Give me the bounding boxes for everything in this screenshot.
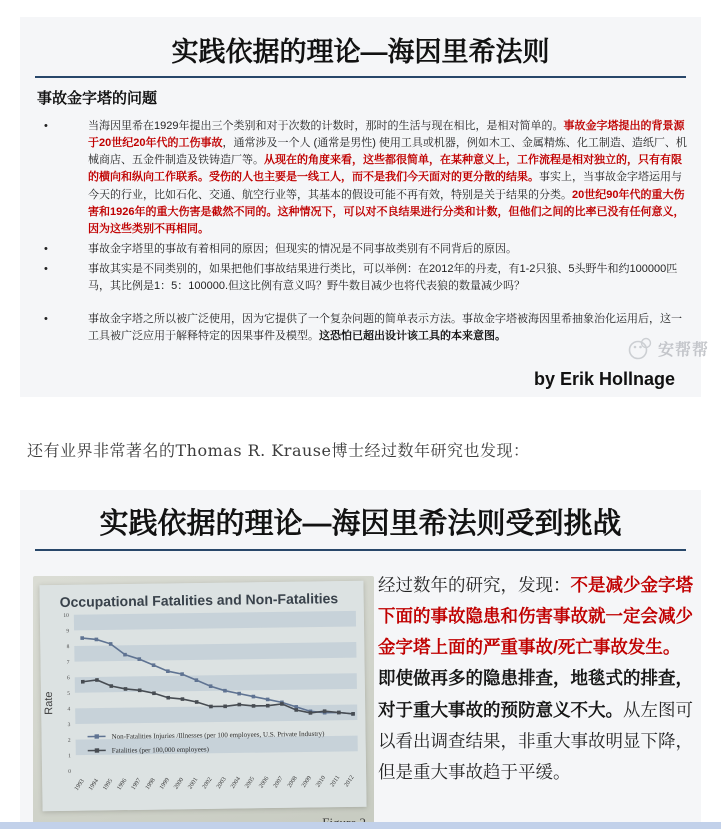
svg-text:2001: 2001	[186, 776, 200, 791]
svg-text:2002: 2002	[200, 776, 214, 791]
svg-text:1997: 1997	[129, 777, 143, 792]
fatalities-chart	[39, 581, 366, 812]
svg-text:2010: 2010	[314, 774, 328, 789]
chart-panel	[39, 581, 366, 812]
slide2-title: 实践依据的理论—海因里希法则受到挑战	[99, 508, 622, 540]
slide-heinrich-challenged	[20, 490, 701, 829]
svg-text:1: 1	[68, 753, 71, 760]
text-segment: ，通常涉及一个人 (通常是男性) 使用工具或机器，例如木工、金属精炼、化工制造、造纸厂、机械商店、五金件制造及铁铸造厂等。	[88, 137, 687, 167]
svg-text:1994: 1994	[87, 777, 101, 792]
svg-text:1996: 1996	[115, 777, 129, 792]
bullet-item	[42, 261, 687, 295]
svg-text:1999: 1999	[158, 776, 172, 791]
svg-text:0: 0	[68, 768, 72, 775]
slide-heinrich-law	[20, 17, 709, 397]
svg-text:2007: 2007	[271, 775, 285, 790]
text-segment: 当海因里希在1929年提出三个类别和对于次数的计数时，那时的生活与现在相比，是相对简单的。	[88, 120, 564, 132]
text-segment: 事实上，当事故金字塔运用与今天的行业，比如石化、交通、航空行业等，其基本的假设可能不再有效，特别是关于结果的分类。	[88, 171, 682, 201]
watermark-label: 安帮帮	[657, 341, 709, 359]
svg-text:2011: 2011	[328, 774, 342, 789]
bullet-list	[42, 118, 687, 345]
svg-text:3: 3	[67, 722, 71, 729]
chart-photo	[33, 576, 374, 829]
svg-text:2003: 2003	[215, 775, 228, 791]
bullet-item	[42, 311, 687, 345]
svg-text:Occupational Fatalities and No: Occupational Fatalities and Non-Fatalities	[59, 590, 339, 610]
svg-text:1998: 1998	[144, 776, 157, 792]
svg-text:2: 2	[67, 737, 71, 744]
svg-text:Fatalities (per 100,000 employ: Fatalities (per 100,000 employees)	[111, 745, 210, 755]
paragraph	[378, 570, 702, 663]
text-segment: 经过数年的研究，发现：	[378, 575, 571, 595]
text-segment: 这恐怕已超出设计该工具的本来意图。	[319, 329, 506, 342]
text-segment: 事故其实是不同类别的，如果把他们事故结果进行类比，可以举例：在2012年的丹麦，有1-2只狼、5头野牛和约100000匹马，其比例是1：5：100000.但这比例有意义吗？野牛数目减少也将代表狼的数量减少吗？	[88, 263, 678, 293]
svg-text:2009: 2009	[300, 774, 314, 789]
svg-text:10: 10	[63, 612, 69, 619]
interlude-text: 还有业界非常著名的Thomas R. Krause博士经过数年研究也发现：	[27, 441, 530, 460]
svg-text:Non-Fatalities Injuries /Illne: Non-Fatalities Injuries /Illnesses (per 100 employees, U.S. Private Industry)	[111, 729, 325, 741]
svg-text:6: 6	[66, 675, 70, 682]
paragraph	[378, 663, 702, 788]
svg-text:7: 7	[66, 659, 70, 666]
svg-text:Rate: Rate	[42, 691, 56, 715]
bullet-item	[42, 118, 687, 238]
text-segment: 事故金字塔之所以被广泛使用，因为它提供了一个复杂问题的简单表示方法。事故金字塔被海因里希抽象治化运用后，这一工具被广泛应用于解释特定的因果事件及模型。	[88, 312, 682, 342]
text-segment: 事故金字塔提出的背景源于20世纪20年代的工伤事故	[88, 120, 685, 150]
slide1-title-rule	[35, 76, 686, 78]
text-segment: 从现在的角度来看，这些都很简单，在某种意义上，工作流程是相对独立的，只有有限的横向和纵向工作联系。受伤的人也主要是一线工人，而不是我们今天面对的更分散的结果。	[88, 154, 682, 184]
svg-text:2006: 2006	[257, 775, 271, 790]
svg-text:2005: 2005	[243, 775, 257, 790]
svg-text:5: 5	[67, 690, 70, 697]
svg-text:1995: 1995	[101, 777, 115, 792]
svg-text:2004: 2004	[229, 775, 243, 790]
svg-text:1993: 1993	[73, 777, 86, 793]
svg-text:8: 8	[66, 644, 70, 651]
next-slide-edge-band	[0, 822, 721, 829]
svg-text:2008: 2008	[286, 774, 299, 790]
text-segment: 从左图可以看出调查结果，非重大事故明显下降，但是重大事故趋于平缓。	[378, 699, 693, 782]
bullet-item	[42, 241, 687, 258]
slide1-title: 实践依据的理论—海因里希法则	[171, 37, 550, 67]
svg-text:2012: 2012	[342, 774, 356, 789]
slide2-title-rule	[35, 549, 686, 551]
svg-text:9: 9	[66, 628, 70, 635]
slide2-body-text	[378, 570, 702, 788]
svg-text:4: 4	[67, 706, 71, 713]
slide1-subtitle: 事故金字塔的问题	[37, 90, 158, 107]
text-segment: 不是减少金字塔下面的事故隐患和伤害事故就一定会减少金字塔上面的严重事故/死亡事故发生。	[378, 575, 693, 658]
text-segment: 20世纪90年代的重大伤害和1926年的重大伤害是截然不同的。这种情况下，可以对不良结果进行分类和计数，但他们之间的比率已没有任何意义，因为这些类别不再相同。	[88, 188, 685, 235]
svg-text:2000: 2000	[172, 776, 186, 791]
text-segment: 事故金字塔里的事故有着相同的原因；但现实的情况是不同事故类别有不同背后的原因。	[88, 243, 517, 256]
byline: by Erik Hollnage	[533, 369, 675, 389]
text-segment: 即使做再多的隐患排查，地毯式的排查，对于重大事故的预防意义不大。	[378, 668, 693, 720]
